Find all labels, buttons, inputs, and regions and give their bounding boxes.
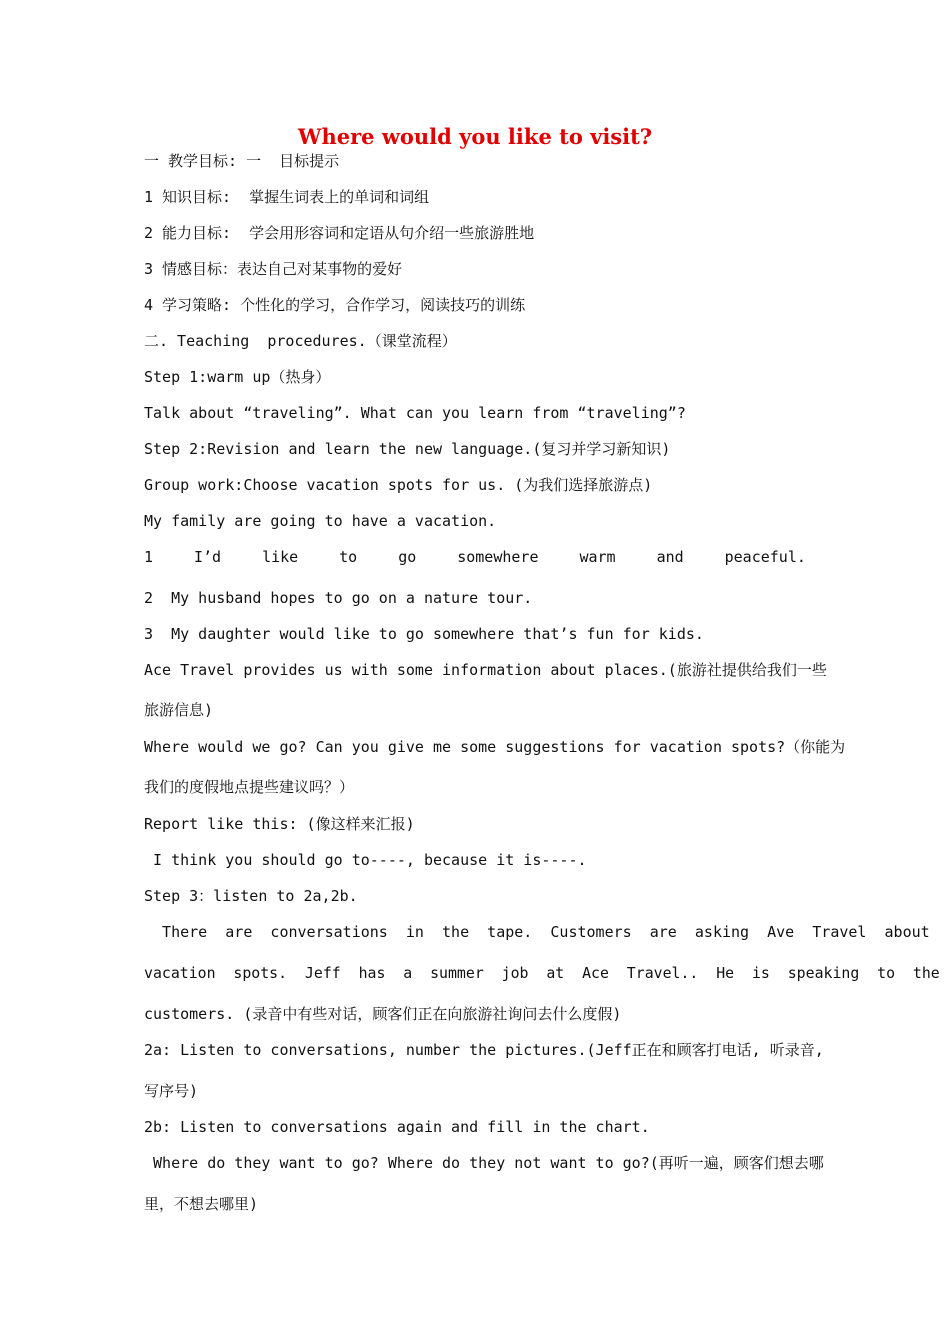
- text-line: 二. Teaching procedures.（课堂流程）: [144, 332, 457, 350]
- word: somewhere: [457, 548, 539, 566]
- text-line: Step 3：listen to 2a,2b.: [144, 887, 358, 905]
- text-line: Talk about “traveling”. What can you learn from “traveling”?: [144, 404, 686, 422]
- text-line: customers. (录音中有些对话，顾客们正在向旅游社询问去什么度假): [144, 1005, 622, 1023]
- text-line: Where would we go? Can you give me some suggestions for vacation spots?（你能为: [144, 738, 846, 756]
- text-line: Ace Travel provides us with some information about places.(旅游社提供给我们一些: [144, 661, 827, 679]
- text-line: Group work:Choose vacation spots for us. (为我们选择旅游点): [144, 476, 653, 494]
- text-line: 1 知识目标: 掌握生词表上的单词和词组: [144, 188, 430, 206]
- text-line: I think you should go to----, because it is----.: [144, 851, 587, 869]
- text-line: 4 学习策略: 个性化的学习，合作学习，阅读技巧的训练: [144, 296, 526, 314]
- text-line: Report like this: (像这样来汇报): [144, 815, 415, 833]
- text-line: 3 My daughter would like to go somewhere that’s fun for kids.: [144, 625, 704, 643]
- word: to: [339, 548, 358, 566]
- word: and: [656, 548, 684, 566]
- text-line: 写序号): [144, 1082, 199, 1100]
- text-line: 3 情感目标：表达自己对某事物的爱好: [144, 260, 403, 278]
- text-line: 我们的度假地点提些建议吗？）: [144, 778, 355, 796]
- text-line: There are conversations in the tape. Customers are asking Ave Travel about: [144, 923, 930, 941]
- text-line: Step 1:warm up（热身）: [144, 368, 331, 386]
- document-title: Where would you like to visit?: [297, 124, 653, 149]
- text-line: 2b: Listen to conversations again and fill in the chart.: [144, 1118, 650, 1136]
- word: I’d: [194, 548, 222, 566]
- text-line: 2 能力目标: 学会用形容词和定语从句介绍一些旅游胜地: [144, 224, 535, 242]
- justified-line: [144, 547, 806, 567]
- text-line: 里，不想去哪里): [144, 1195, 259, 1213]
- text-line: 一 教学目标: 一 目标提示: [144, 152, 340, 170]
- text-line: 旅游信息): [144, 701, 214, 719]
- word: 1: [144, 548, 154, 566]
- text-line: vacation spots. Jeff has a summer job at Ace Travel.. He is speaking to the: [144, 964, 940, 982]
- word: like: [262, 548, 299, 566]
- word: go: [398, 548, 417, 566]
- text-line: Where do they want to go? Where do they not want to go?(再听一遍，顾客们想去哪: [144, 1154, 824, 1172]
- text-line: 2 My husband hopes to go on a nature tour.: [144, 589, 533, 607]
- text-line: 2a: Listen to conversations, number the pictures.(Jeff正在和顾客打电话, 听录音,: [144, 1041, 824, 1059]
- text-line: My family are going to have a vacation.: [144, 512, 497, 530]
- word: warm: [579, 548, 616, 566]
- text-line: Step 2:Revision and learn the new language.(复习并学习新知识): [144, 440, 671, 458]
- word: peaceful.: [724, 548, 806, 566]
